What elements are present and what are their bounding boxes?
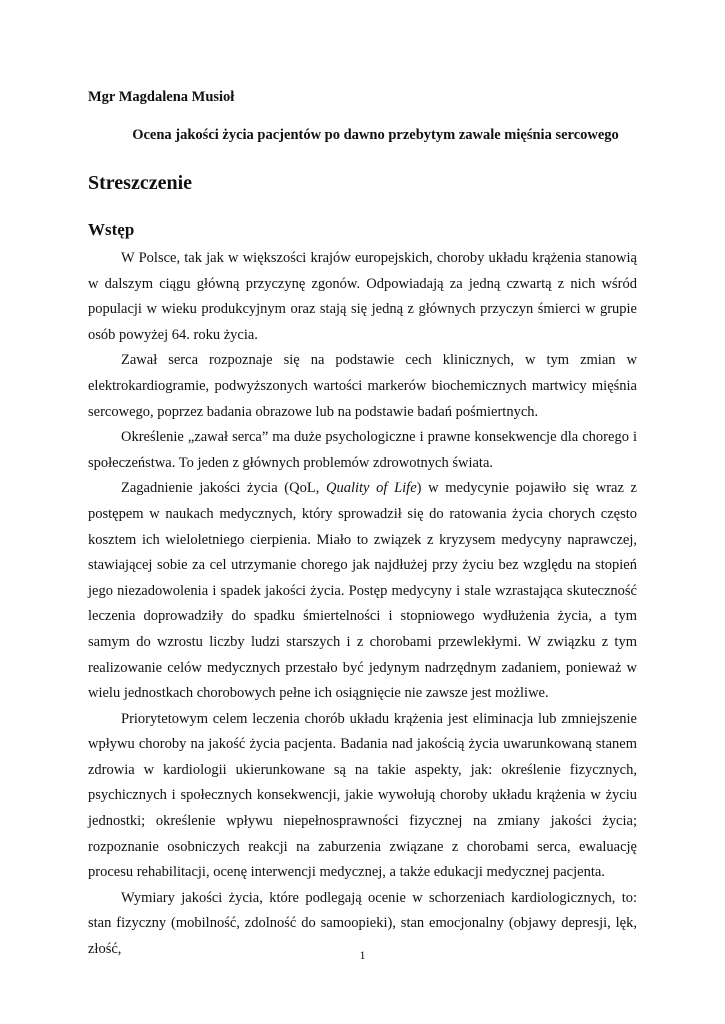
section-heading-abstract: Streszczenie bbox=[88, 172, 193, 194]
page-number: 1 bbox=[359, 948, 366, 962]
author-name: Mgr Magdalena Musioł bbox=[88, 89, 235, 105]
document-title: Ocena jakości życia pacjentów po dawno przebytym zawale mięśnia sercowego bbox=[132, 127, 619, 143]
body-text bbox=[88, 246, 637, 963]
paragraph-text: ) w medycynie pojawiło się wraz z postępem w naukach medycznych, który sprowadził się do ratowania życia chorych często kosztem ich wieloletniego cierpienia. Miało to związek z kryzysem medycyny naprawczej, stawiającej sobie za cel utrzymanie chorego jak najdłużej przy życiu bez względu na stopień jego niezadowolenia i spadek jakości życia. Postęp medycyny i stale wzrastająca skuteczność leczenia doprowadziły do spadku śmiertelności i stopniowego wydłużenia życia, a tym samym do wzrostu liczby ludzi starszych i z chorobami przewlekłymi. W związku z tym realizowanie celów medycznych przestało być jedynym nadrzędnym zadaniem, ponieważ w wielu jednostkach chorobowych pełne ich osiągnięcie nie zawsze jest możliwe. bbox=[88, 480, 637, 702]
paragraph: W Polsce, tak jak w większości krajów europejskich, choroby układu krążenia stanowią w dalszym ciągu główną przyczynę zgonów. Odpowiadają za jedną czwartą z nich wśród populacji w wieku produkcyjnym oraz stają się jedną z głównych przyczyn śmierci w grupie osób powyżej 64. roku życia. bbox=[88, 250, 637, 343]
paragraph: Określenie „zawał serca” ma duże psychologiczne i prawne konsekwencje dla chorego i społeczeństwa. To jeden z głównych problemów zdrowotnych świata. bbox=[88, 429, 637, 471]
paragraph: Priorytetowym celem leczenia chorób układu krążenia jest eliminacja lub zmniejszenie wpływu choroby na jakość życia pacjenta. Badania nad jakością życia uwarunkowaną stanem zdrowia w kardiologii ukierunkowane są na takie aspekty, jak: określenie fizycznych, psychicznych i społecznych konsekwencji, jakie wywołują choroby układu krążenia w życiu jednostki; określenie wpływu niepełnosprawności fizycznej na zmiany jakości życia; rozpoznanie osobniczych reakcji na zaburzenia związane z chorobami serca, ewaluację procesu rehabilitacji, ocenę interwencji medycznej, a także edukacji medycznej pacjenta. bbox=[88, 710, 637, 881]
paragraph: Wymiary jakości życia, które podlegają ocenie w schorzeniach kardiologicznych, to: stan fizyczny (mobilność, zdolność do samoopieki), stan emocjonalny (objawy depresji, lęk, złość, bbox=[88, 889, 637, 958]
subsection-heading-introduction: Wstęp bbox=[88, 220, 135, 239]
paragraph: Zawał serca rozpoznaje się na podstawie cech klinicznych, w tym zmian w elektrokardiogramie, podwyższonych wartości markerów biochemicznych martwicy mięśnia sercowego, poprzez badania obrazowe lub na podstawie badań pośmiertnych. bbox=[88, 352, 637, 420]
italic-term: Quality of Life bbox=[326, 480, 417, 497]
paragraph-text: Zagadnienie jakości życia (QoL, bbox=[121, 480, 326, 497]
paragraph bbox=[88, 476, 637, 706]
